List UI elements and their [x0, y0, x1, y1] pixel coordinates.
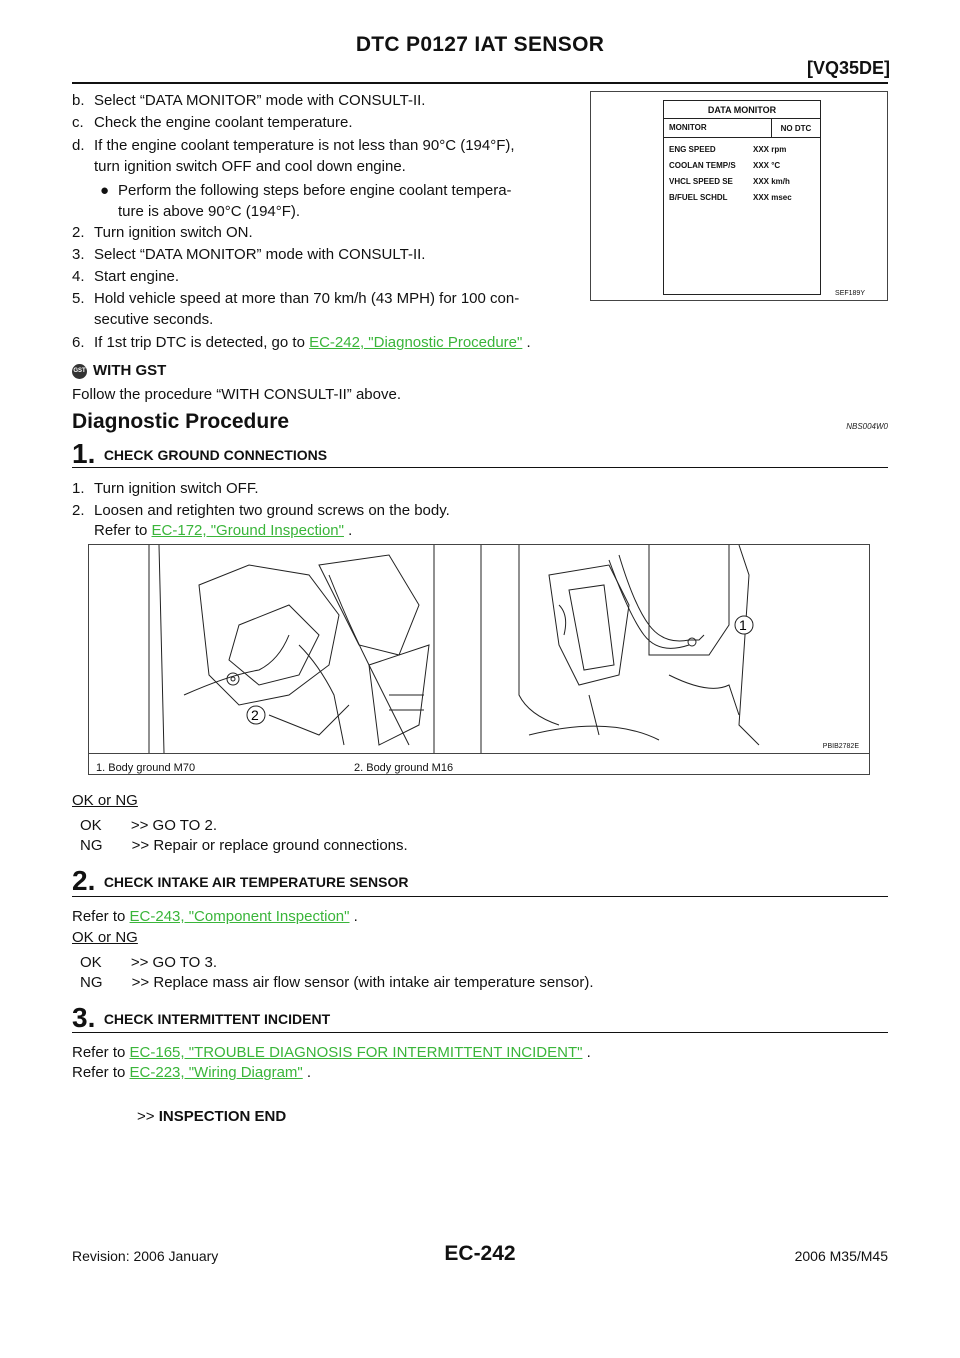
- step-d: d. If the engine coolant temperature is not less than 90°C (194°F), turn ignition switch OFF and cool down engine.: [72, 137, 515, 175]
- ground-illustration: [89, 545, 869, 753]
- wiring-diagram-link[interactable]: EC-223, "Wiring Diagram": [129, 1064, 303, 1081]
- step-4: 4. Start engine.: [72, 268, 180, 285]
- screen-rows: [664, 138, 820, 206]
- step-3: 3. Select “DATA MONITOR” mode with CONSULT-II.: [72, 246, 426, 263]
- consult-screen: [663, 100, 821, 295]
- step3-rule: [72, 1032, 888, 1033]
- ok-or-ng: OK or NG: [72, 792, 138, 809]
- engine-subtitle: [VQ35DE]: [806, 58, 890, 78]
- intermittent-incident-link[interactable]: EC-165, "TROUBLE DIAGNOSIS FOR INTERMITTENT INCIDENT": [129, 1044, 583, 1061]
- ground-inspection-link[interactable]: EC-172, "Ground Inspection": [151, 522, 344, 539]
- step-5: 5. Hold vehicle speed at more than 70 km/h (43 MPH) for 100 con- secutive seconds.: [72, 290, 520, 328]
- monitor-row: ENG SPEED XXX rpm: [669, 145, 787, 154]
- gst-icon: GST: [72, 364, 87, 379]
- step2-heading: 2. CHECK INTAKE AIR TEMPERATURE SENSOR: [72, 865, 409, 896]
- ground-figure: [88, 544, 870, 754]
- ok-or-ng: OK or NG: [72, 929, 138, 946]
- figure-code: PBIB2782E: [822, 743, 859, 750]
- data-monitor-figure: [590, 91, 888, 301]
- step3-refer-1: Refer to EC-165, "TROUBLE DIAGNOSIS FOR INTERMITTENT INCIDENT" .: [72, 1044, 591, 1061]
- figure-caption: [88, 752, 870, 775]
- monitor-row: COOLAN TEMP/S XXX °C: [669, 161, 781, 170]
- callout-1: 1: [739, 617, 747, 633]
- step-b: b. Select “DATA MONITOR” mode with CONSULT-II.: [72, 92, 426, 109]
- step3-refer-2: Refer to EC-223, "Wiring Diagram" .: [72, 1064, 312, 1081]
- gst-heading: GST WITH GST: [73, 362, 167, 379]
- header-rule: [72, 82, 888, 84]
- footer-model: 2006 M35/M45: [794, 1248, 888, 1264]
- section-heading: Diagnostic Procedure: [72, 410, 290, 433]
- step-6: 6. If 1st trip DTC is detected, go to EC-242, "Diagnostic Procedure" .: [72, 334, 531, 351]
- figure-code: SEF189Y: [835, 290, 865, 297]
- screen-title: DATA MONITOR: [664, 101, 820, 119]
- step-c: c. Check the engine coolant temperature.: [72, 114, 353, 131]
- inspection-end: >> INSPECTION END: [137, 1108, 287, 1125]
- step3-heading: 3. CHECK INTERMITTENT INCIDENT: [72, 1002, 331, 1033]
- gst-text: Follow the procedure “WITH CONSULT-II” above.: [72, 386, 401, 403]
- step1-item-2: 2. Loosen and retighten two ground screws on the body.: [72, 502, 450, 519]
- callout-2: 2: [251, 707, 259, 723]
- step-bullet: ● Perform the following steps before engine coolant tempera- ture is above 90°C (194°F).: [100, 182, 512, 220]
- caption-2: 2. Body ground M16: [354, 762, 454, 774]
- step1-heading: 1. CHECK GROUND CONNECTIONS: [72, 438, 328, 469]
- screen-header-row: MONITOR NO DTC: [664, 119, 820, 138]
- footer-revision: Revision: 2006 January: [72, 1248, 219, 1264]
- step1-refer: Refer to EC-172, "Ground Inspection" .: [94, 522, 353, 539]
- caption-1: 1. Body ground M70: [96, 762, 196, 774]
- page-title: DTC P0127 IAT SENSOR: [355, 33, 605, 56]
- ok-result: OK >> GO TO 3.: [80, 954, 217, 971]
- ok-result: OK >> GO TO 2.: [80, 817, 217, 834]
- ng-result: NG >> Repair or replace ground connections.: [80, 837, 408, 854]
- section-code: NBS004W0: [846, 422, 888, 431]
- step2-refer: Refer to EC-243, "Component Inspection" .: [72, 908, 358, 925]
- ng-result: NG >> Replace mass air flow sensor (with intake air temperature sensor).: [80, 974, 594, 991]
- monitor-row: VHCL SPEED SE XXX km/h: [669, 177, 790, 186]
- step1-rule: [72, 467, 888, 468]
- page-number: EC-242: [444, 1242, 516, 1265]
- step1-item-1: 1. Turn ignition switch OFF.: [72, 480, 259, 497]
- diagnostic-procedure-link[interactable]: EC-242, "Diagnostic Procedure": [309, 334, 523, 351]
- step-2: 2. Turn ignition switch ON.: [72, 224, 253, 241]
- step2-rule: [72, 896, 888, 897]
- component-inspection-link[interactable]: EC-243, "Component Inspection": [129, 908, 350, 925]
- monitor-row: B/FUEL SCHDL XXX msec: [669, 193, 792, 202]
